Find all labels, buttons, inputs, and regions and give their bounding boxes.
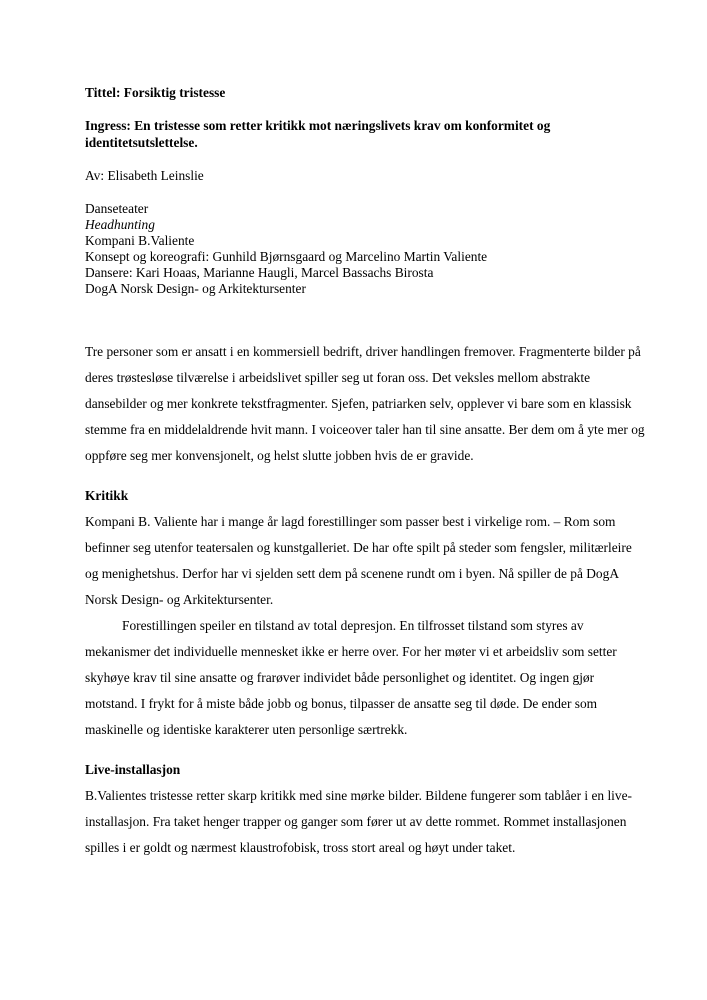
credit-dancers: Dansere: Kari Hoaas, Marianne Haugli, Marcel Bassachs Birosta <box>85 265 434 280</box>
credit-genre: Danseteater <box>85 201 149 216</box>
paragraph: B.Valientes tristesse retter skarp kritikk med sine mørke bilder. Bildene fungerer som tablåer i en live-installasjon. Fra taket henger trapper og ganger som fører ut av dette rommet. Rommet installasjonen spilles i er goldt og nærmest klaustrofobisk, tross stort areal og høyt under taket. <box>85 788 632 855</box>
credit-work-title: Headhunting <box>85 217 155 232</box>
section-heading-live-installasjon: Live-installasjon <box>85 762 181 777</box>
section-heading-kritikk: Kritikk <box>85 488 129 503</box>
intro-paragraph: Tre personer som er ansatt i en kommersiell bedrift, driver handlingen fremover. Fragmenterte bilder på deres trøstesløse tilværelse i arbeidslivet spiller seg ut foran oss. Det veksles mellom abstrakte dansebilder og mer konkrete tekstfragmenter. Sjefen, patriarken selv, opplever vi bare som en klassisk stemme fra en middelaldrende hvit mann. I voiceover taler han til sine ansatte. Ber dem om å yte mer og oppføre seg mer konvensjonelt, og helst slutte jobben hvis de er gravide. <box>85 344 645 463</box>
credit-company: Kompani B.Valiente <box>85 233 195 248</box>
credits-block <box>85 201 645 297</box>
paragraph: Forestillingen speiler en tilstand av total depresjon. En tilfrosset tilstand som styres av mekanismer det individuelle mennesket ikke er herre over. For her møter vi et arbeidsliv som setter skyhøye krav til sine ansatte og frarøver individet både personlighet og identitet. Og ingen gjør motstand. I frykt for å miste både jobb og bonus, tilpasser de ansatte seg til døde. De ender som maskinelle og identiske karakterer uten personlige særtrekk. <box>85 618 617 737</box>
document-ingress: Ingress: En tristesse som retter kritikk mot næringslivets krav om konformitet og identitetsutslettelse. <box>85 118 551 150</box>
byline: Av: Elisabeth Leinslie <box>85 168 204 183</box>
paragraph: Kompani B. Valiente har i mange år lagd forestillinger som passer best i virkelige rom. – Rom som befinner seg utenfor teatersalen og kunstgalleriet. De har ofte spilt på steder som fengsler, militærleire og menighetshus. Derfor har vi sjelden sett dem på scenene rundt om i byen. Nå spiller de på DogA Norsk Design- og Arkitektursenter. <box>85 514 632 607</box>
credit-concept-choreography: Konsept og koreografi: Gunhild Bjørnsgaard og Marcelino Martin Valiente <box>85 249 488 264</box>
credit-venue: DogA Norsk Design- og Arkitektursenter <box>85 281 306 296</box>
document-title: Tittel: Forsiktig tristesse <box>85 85 226 100</box>
document-content <box>85 84 645 861</box>
section-live-installasjon <box>85 757 645 861</box>
section-kritikk <box>85 483 645 743</box>
